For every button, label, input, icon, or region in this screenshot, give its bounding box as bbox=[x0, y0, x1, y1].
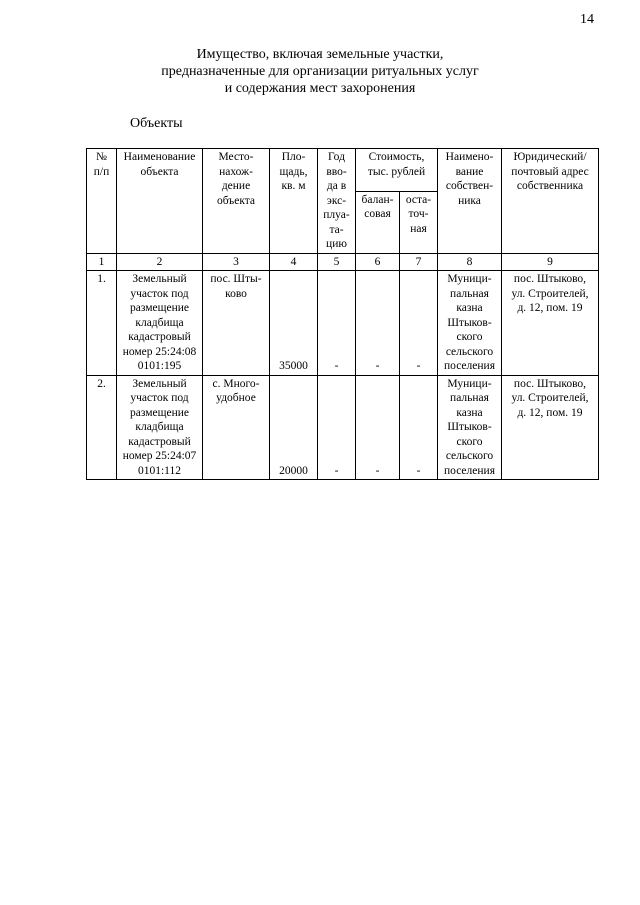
column-number: 3 bbox=[203, 253, 270, 271]
title-line: предназначенные для организации ритуальных услуг bbox=[161, 64, 479, 79]
column-number: 8 bbox=[438, 253, 502, 271]
cell-location: пос. Шты- ково bbox=[203, 271, 270, 376]
column-number: 7 bbox=[400, 253, 438, 271]
header-cost-residual: оста- точ- ная bbox=[400, 191, 438, 253]
cell-area: 35000 bbox=[270, 271, 318, 376]
table-header-row bbox=[87, 149, 599, 192]
table-row bbox=[87, 375, 599, 480]
cell-area: 20000 bbox=[270, 375, 318, 480]
cell-address: пос. Штыково, ул. Строителей, д. 12, пом. 19 bbox=[502, 375, 599, 480]
cell-year: - bbox=[318, 271, 356, 376]
cell-cost-balance: - bbox=[356, 271, 400, 376]
column-number: 6 bbox=[356, 253, 400, 271]
header-cost: Стоимость, тыс. рублей bbox=[356, 149, 438, 192]
cell-cost-residual: - bbox=[400, 271, 438, 376]
header-area: Пло- щадь, кв. м bbox=[270, 149, 318, 254]
column-numbers-row bbox=[87, 253, 599, 271]
header-location: Место- нахож- дение объекта bbox=[203, 149, 270, 254]
cell-location: с. Много- удобное bbox=[203, 375, 270, 480]
table-row bbox=[87, 271, 599, 376]
column-number: 4 bbox=[270, 253, 318, 271]
title-line: Имущество, включая земельные участки, bbox=[196, 47, 444, 62]
header-owner: Наимено- вание собствен- ника bbox=[438, 149, 502, 254]
cell-year: - bbox=[318, 375, 356, 480]
cell-name: Земельный участок под размещение кладбища кадастровый номер 25:24:08 0101:195 bbox=[117, 271, 203, 376]
header-num: № п/п bbox=[87, 149, 117, 254]
cell-num: 1. bbox=[87, 271, 117, 376]
title-line: и содержания мест захоронения bbox=[224, 81, 416, 96]
header-year: Год вво- да в экс- плуа- та- цию bbox=[318, 149, 356, 254]
cell-name: Земельный участок под размещение кладбища кадастровый номер 25:24:07 0101:112 bbox=[117, 375, 203, 480]
cell-owner: Муници- пальная казна Штыков- ского сельского поселения bbox=[438, 375, 502, 480]
cell-cost-residual: - bbox=[400, 375, 438, 480]
objects-table bbox=[86, 148, 599, 480]
page-number: 14 bbox=[580, 12, 594, 27]
cell-cost-balance: - bbox=[356, 375, 400, 480]
header-address: Юридический/ почтовый адрес собственника bbox=[502, 149, 599, 254]
section-heading: Объекты bbox=[130, 116, 183, 131]
cell-owner: Муници- пальная казна Штыков- ского сельского поселения bbox=[438, 271, 502, 376]
column-number: 9 bbox=[502, 253, 599, 271]
column-number: 1 bbox=[87, 253, 117, 271]
cell-address: пос. Штыково, ул. Строителей, д. 12, пом. 19 bbox=[502, 271, 599, 376]
header-name: Наименование объекта bbox=[117, 149, 203, 254]
column-number: 5 bbox=[318, 253, 356, 271]
column-number: 2 bbox=[117, 253, 203, 271]
document-title bbox=[0, 46, 640, 97]
header-cost-balance: балан- совая bbox=[356, 191, 400, 253]
cell-num: 2. bbox=[87, 375, 117, 480]
